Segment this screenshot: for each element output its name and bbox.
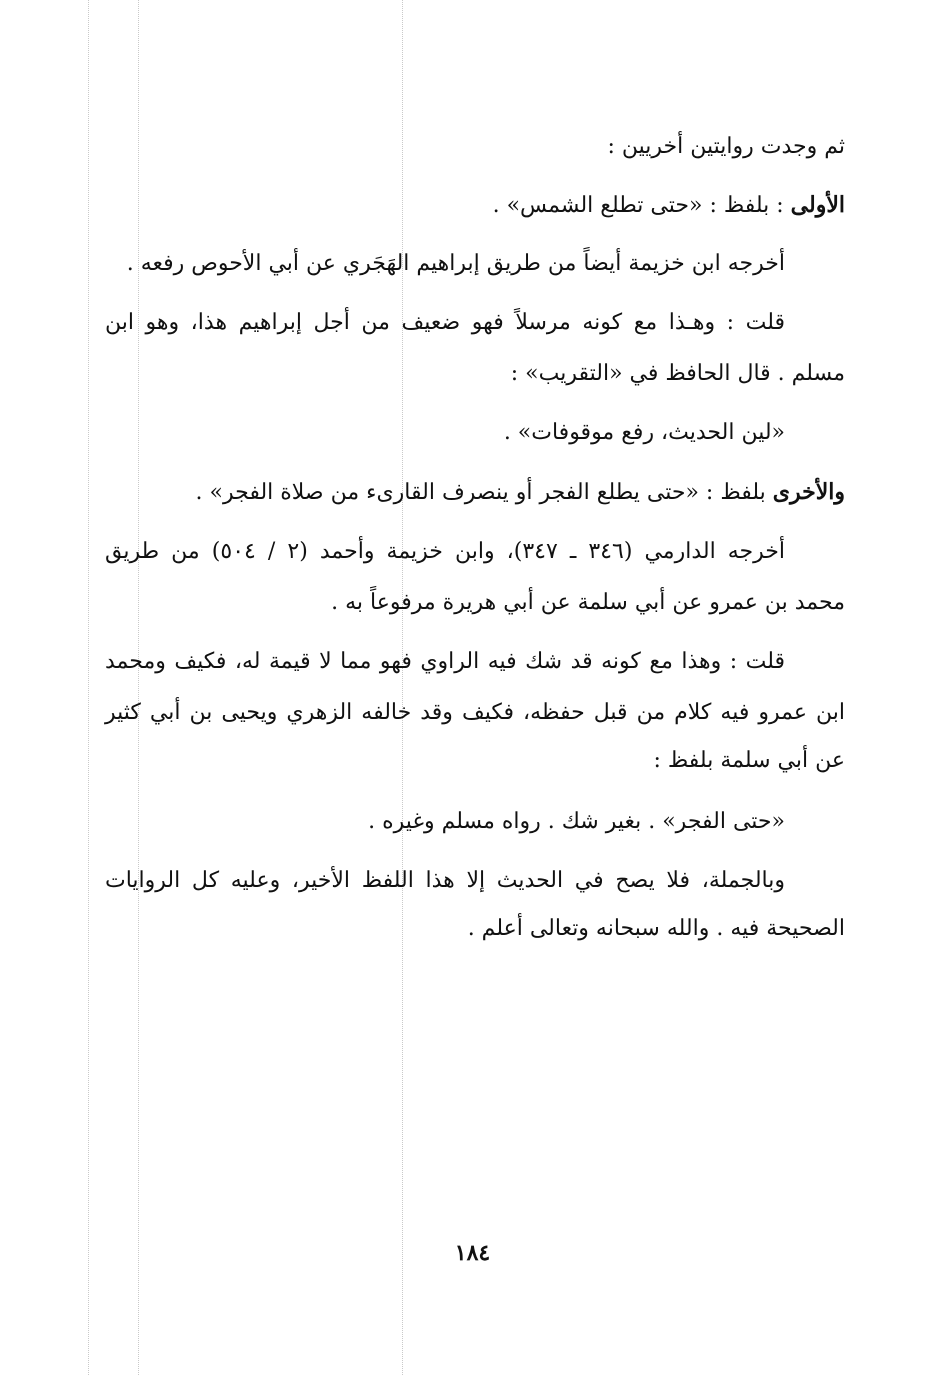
text-line-11: ابن عمرو فيه كلام من قبل حفظه، فكيف وقد خالفه الزهري ويحيى بن أبي كثير [105, 700, 845, 725]
text-line-15: الصحيحة فيه . والله سبحانه وتعالى أعلم . [467, 916, 845, 941]
text-line-12: عن أبي سلمة بلفظ : [653, 748, 845, 773]
scan-margin-dots [402, 0, 403, 1375]
scan-margin-dots [138, 0, 139, 1375]
scan-margin-dots [88, 0, 89, 1375]
heading-second: والأخرى [772, 479, 845, 505]
text-line-14: وبالجملة، فلا يصح في الحديث إلا هذا اللفظ الأخير، وعليه كل الروايات [105, 868, 785, 893]
text-line-7: والأخرى بلفظ : «حتى يطلع الفجر أو ينصرف القارىء من صلاة الفجر» . [195, 479, 845, 505]
text-line-13: «حتى الفجر» . بغير شك . رواه مسلم وغيره . [368, 809, 785, 834]
text-line-4: قلت : وهـذا مع كونه مرسلاً فهو ضعيف من أجل إبراهيم هذا، وهو ابن [105, 310, 785, 335]
text-line-1: ثم وجدت روايتين أخريين : [607, 134, 845, 159]
page-number: ١٨٤ [454, 1240, 491, 1266]
text-line-5: مسلم . قال الحافظ في «التقريب» : [510, 361, 845, 386]
text-line-2: الأولى : بلفظ : «حتى تطلع الشمس» . [492, 192, 845, 218]
text-line-6: «لين الحديث، رفع موقوفات» . [503, 420, 785, 445]
text-line-9: محمد بن عمرو عن أبي سلمة عن أبي هريرة مرفوعاً به . [331, 590, 845, 615]
heading-first: الأولى [790, 192, 845, 218]
text-line-3: أخرجه ابن خزيمة أيضاً من طريق إبراهيم الهَجَري عن أبي الأحوص رفعه . [126, 251, 785, 276]
text-line-8: أخرجه الدارمي (٣٤٦ ـ ٣٤٧)، وابن خزيمة وأحمد (٢ / ٥٠٤) من طريق [105, 539, 785, 564]
text-line-10: قلت : وهذا مع كونه قد شك فيه الراوي فهو مما لا قيمة له، فكيف ومحمد [105, 649, 785, 674]
